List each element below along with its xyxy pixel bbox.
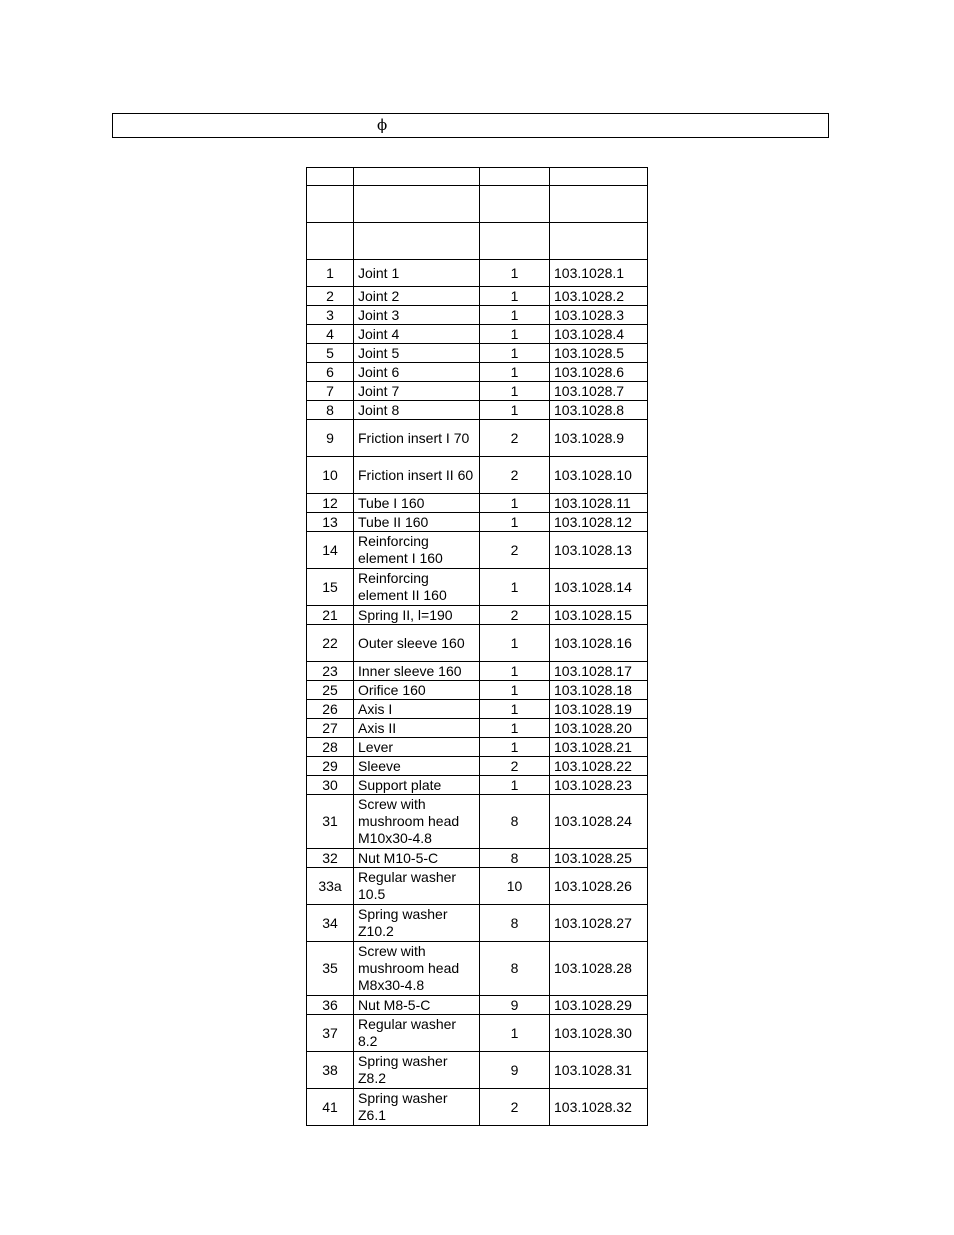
item-number-cell: 13 <box>307 513 354 532</box>
item-name-cell: Nut M10-5-C <box>354 849 480 868</box>
header-cell <box>550 223 648 260</box>
quantity-cell: 2 <box>480 757 550 776</box>
item-name-cell: Regular washer 10.5 <box>354 868 480 905</box>
part-code-cell: 103.1028.28 <box>550 942 648 996</box>
item-name-cell: Outer sleeve 160 <box>354 625 480 662</box>
item-name-cell: Axis I <box>354 700 480 719</box>
item-name-cell: Joint 7 <box>354 382 480 401</box>
item-name-cell: Spring II, l=190 <box>354 606 480 625</box>
quantity-cell: 1 <box>480 382 550 401</box>
part-code-cell: 103.1028.11 <box>550 494 648 513</box>
item-number-cell: 32 <box>307 849 354 868</box>
header-row <box>307 168 648 186</box>
item-number-cell: 30 <box>307 776 354 795</box>
item-number-cell: 21 <box>307 606 354 625</box>
part-code-cell: 103.1028.12 <box>550 513 648 532</box>
item-number-cell: 36 <box>307 996 354 1015</box>
header-cell <box>480 168 550 186</box>
quantity-cell: 1 <box>480 513 550 532</box>
quantity-cell: 1 <box>480 287 550 306</box>
item-number-cell: 31 <box>307 795 354 849</box>
item-number-cell: 1 <box>307 260 354 287</box>
quantity-cell: 8 <box>480 905 550 942</box>
item-name-cell: Joint 8 <box>354 401 480 420</box>
part-code-cell: 103.1028.22 <box>550 757 648 776</box>
quantity-cell: 1 <box>480 738 550 757</box>
parts-table <box>306 167 648 1126</box>
quantity-cell: 9 <box>480 1052 550 1089</box>
item-number-cell: 12 <box>307 494 354 513</box>
part-code-cell: 103.1028.6 <box>550 363 648 382</box>
item-number-cell: 25 <box>307 681 354 700</box>
table-row <box>307 569 648 606</box>
item-number-cell: 22 <box>307 625 354 662</box>
part-code-cell: 103.1028.31 <box>550 1052 648 1089</box>
quantity-cell: 10 <box>480 868 550 905</box>
header-cell <box>354 186 480 223</box>
item-number-cell: 35 <box>307 942 354 996</box>
table-row <box>307 401 648 420</box>
table-row <box>307 795 648 849</box>
quantity-cell: 9 <box>480 996 550 1015</box>
part-code-cell: 103.1028.2 <box>550 287 648 306</box>
part-code-cell: 103.1028.10 <box>550 457 648 494</box>
table-row <box>307 662 648 681</box>
table-row <box>307 849 648 868</box>
table-row <box>307 757 648 776</box>
table-row <box>307 996 648 1015</box>
item-name-cell: Tube I 160 <box>354 494 480 513</box>
item-number-cell: 6 <box>307 363 354 382</box>
quantity-cell: 8 <box>480 849 550 868</box>
table-row <box>307 457 648 494</box>
table-row <box>307 532 648 569</box>
item-name-cell: Orifice 160 <box>354 681 480 700</box>
item-number-cell: 33a <box>307 868 354 905</box>
phi-symbol: ϕ <box>377 116 388 134</box>
quantity-cell: 1 <box>480 363 550 382</box>
item-name-cell: Joint 2 <box>354 287 480 306</box>
quantity-cell: 1 <box>480 569 550 606</box>
item-number-cell: 34 <box>307 905 354 942</box>
table-row <box>307 287 648 306</box>
item-number-cell: 14 <box>307 532 354 569</box>
item-number-cell: 8 <box>307 401 354 420</box>
quantity-cell: 1 <box>480 325 550 344</box>
item-name-cell: Friction insert II 60 <box>354 457 480 494</box>
part-code-cell: 103.1028.3 <box>550 306 648 325</box>
item-number-cell: 27 <box>307 719 354 738</box>
table-row <box>307 363 648 382</box>
quantity-cell: 1 <box>480 625 550 662</box>
item-number-cell: 41 <box>307 1089 354 1126</box>
part-code-cell: 103.1028.30 <box>550 1015 648 1052</box>
item-number-cell: 15 <box>307 569 354 606</box>
item-number-cell: 9 <box>307 420 354 457</box>
header-cell <box>480 186 550 223</box>
part-code-cell: 103.1028.18 <box>550 681 648 700</box>
item-name-cell: Joint 1 <box>354 260 480 287</box>
part-code-cell: 103.1028.21 <box>550 738 648 757</box>
item-number-cell: 5 <box>307 344 354 363</box>
part-code-cell: 103.1028.13 <box>550 532 648 569</box>
item-number-cell: 38 <box>307 1052 354 1089</box>
quantity-cell: 1 <box>480 494 550 513</box>
part-code-cell: 103.1028.20 <box>550 719 648 738</box>
table-row <box>307 325 648 344</box>
item-number-cell: 4 <box>307 325 354 344</box>
item-number-cell: 28 <box>307 738 354 757</box>
table-row <box>307 681 648 700</box>
item-name-cell: Screw with mushroom head M8x30-4.8 <box>354 942 480 996</box>
part-code-cell: 103.1028.24 <box>550 795 648 849</box>
part-code-cell: 103.1028.32 <box>550 1089 648 1126</box>
quantity-cell: 8 <box>480 795 550 849</box>
item-name-cell: Lever <box>354 738 480 757</box>
quantity-cell: 2 <box>480 420 550 457</box>
part-code-cell: 103.1028.8 <box>550 401 648 420</box>
part-code-cell: 103.1028.29 <box>550 996 648 1015</box>
item-name-cell: Screw with mushroom head M10x30-4.8 <box>354 795 480 849</box>
quantity-cell: 2 <box>480 1089 550 1126</box>
item-name-cell: Joint 3 <box>354 306 480 325</box>
table-row <box>307 1052 648 1089</box>
table-row <box>307 719 648 738</box>
header-cell <box>480 223 550 260</box>
table-row <box>307 1089 648 1126</box>
item-name-cell: Reinforcing element II 160 <box>354 569 480 606</box>
header-cell <box>354 168 480 186</box>
part-code-cell: 103.1028.27 <box>550 905 648 942</box>
quantity-cell: 1 <box>480 306 550 325</box>
item-name-cell: Joint 6 <box>354 363 480 382</box>
header-cell <box>307 186 354 223</box>
part-code-cell: 103.1028.26 <box>550 868 648 905</box>
title-box <box>112 113 829 138</box>
quantity-cell: 1 <box>480 681 550 700</box>
quantity-cell: 1 <box>480 719 550 738</box>
item-number-cell: 23 <box>307 662 354 681</box>
quantity-cell: 1 <box>480 344 550 363</box>
table-row <box>307 606 648 625</box>
table-row <box>307 905 648 942</box>
part-code-cell: 103.1028.15 <box>550 606 648 625</box>
item-number-cell: 10 <box>307 457 354 494</box>
item-number-cell: 3 <box>307 306 354 325</box>
item-name-cell: Friction insert I 70 <box>354 420 480 457</box>
part-code-cell: 103.1028.17 <box>550 662 648 681</box>
table-row <box>307 382 648 401</box>
table-row <box>307 942 648 996</box>
header-cell <box>550 168 648 186</box>
table-row <box>307 738 648 757</box>
part-code-cell: 103.1028.9 <box>550 420 648 457</box>
part-code-cell: 103.1028.7 <box>550 382 648 401</box>
item-name-cell: Spring washer Z6.1 <box>354 1089 480 1126</box>
table-row <box>307 513 648 532</box>
item-name-cell: Spring washer Z8.2 <box>354 1052 480 1089</box>
item-name-cell: Joint 5 <box>354 344 480 363</box>
table-row <box>307 700 648 719</box>
part-code-cell: 103.1028.4 <box>550 325 648 344</box>
table-row <box>307 306 648 325</box>
quantity-cell: 2 <box>480 457 550 494</box>
item-name-cell: Reinforcing element I 160 <box>354 532 480 569</box>
part-code-cell: 103.1028.1 <box>550 260 648 287</box>
part-code-cell: 103.1028.23 <box>550 776 648 795</box>
header-row <box>307 223 648 260</box>
quantity-cell: 2 <box>480 606 550 625</box>
header-cell <box>354 223 480 260</box>
item-number-cell: 37 <box>307 1015 354 1052</box>
quantity-cell: 1 <box>480 700 550 719</box>
item-name-cell: Nut M8-5-C <box>354 996 480 1015</box>
table-row <box>307 868 648 905</box>
part-code-cell: 103.1028.16 <box>550 625 648 662</box>
item-name-cell: Inner sleeve 160 <box>354 662 480 681</box>
table-row <box>307 260 648 287</box>
header-cell <box>550 186 648 223</box>
part-code-cell: 103.1028.5 <box>550 344 648 363</box>
table-row <box>307 420 648 457</box>
header-cell <box>307 223 354 260</box>
table-row <box>307 494 648 513</box>
quantity-cell: 1 <box>480 776 550 795</box>
item-name-cell: Spring washer Z10.2 <box>354 905 480 942</box>
item-name-cell: Support plate <box>354 776 480 795</box>
item-number-cell: 29 <box>307 757 354 776</box>
quantity-cell: 1 <box>480 401 550 420</box>
item-number-cell: 26 <box>307 700 354 719</box>
item-name-cell: Sleeve <box>354 757 480 776</box>
item-name-cell: Tube II 160 <box>354 513 480 532</box>
quantity-cell: 1 <box>480 1015 550 1052</box>
table-row <box>307 344 648 363</box>
quantity-cell: 1 <box>480 662 550 681</box>
part-code-cell: 103.1028.14 <box>550 569 648 606</box>
quantity-cell: 8 <box>480 942 550 996</box>
part-code-cell: 103.1028.25 <box>550 849 648 868</box>
table-row <box>307 776 648 795</box>
item-number-cell: 2 <box>307 287 354 306</box>
part-code-cell: 103.1028.19 <box>550 700 648 719</box>
quantity-cell: 1 <box>480 260 550 287</box>
quantity-cell: 2 <box>480 532 550 569</box>
header-cell <box>307 168 354 186</box>
item-name-cell: Axis II <box>354 719 480 738</box>
table-row <box>307 1015 648 1052</box>
item-number-cell: 7 <box>307 382 354 401</box>
item-name-cell: Joint 4 <box>354 325 480 344</box>
header-row <box>307 186 648 223</box>
item-name-cell: Regular washer 8.2 <box>354 1015 480 1052</box>
table-row <box>307 625 648 662</box>
